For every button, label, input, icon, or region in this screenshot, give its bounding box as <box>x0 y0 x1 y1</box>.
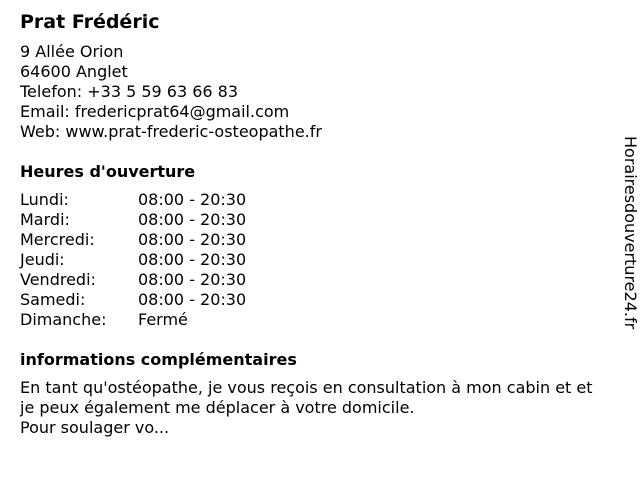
address-city: 64600 Anglet <box>20 62 128 81</box>
phone-line: Telefon: +33 5 59 63 66 83 <box>20 82 239 101</box>
website-line: Web: www.prat-frederic-osteopathe.fr <box>20 122 322 141</box>
hours-value: 08:00 - 20:30 <box>138 290 247 309</box>
day-label: Mercredi: <box>20 230 95 249</box>
day-label: Lundi: <box>20 190 69 209</box>
hours-heading: Heures d'ouverture <box>20 162 196 181</box>
opening-hours-table <box>20 190 246 330</box>
hours-value: 08:00 - 20:30 <box>138 210 247 229</box>
hours-value: Fermé <box>138 310 188 329</box>
day-label: Mardi: <box>20 210 70 229</box>
hours-row-friday <box>20 270 246 290</box>
hours-row-saturday <box>20 290 246 310</box>
brand-watermark: Horairesdouverture24.fr <box>621 136 640 330</box>
email-line: Email: fredericprat64@gmail.com <box>20 102 290 121</box>
hours-row-monday <box>20 190 246 210</box>
info-text: En tant qu'ostéopathe, je vous reçois en consultation à mon cabin et et je peux également me déplacer à votre domicile. Pour soulager vo... <box>20 378 593 437</box>
business-name: Prat Frédéric <box>20 11 160 33</box>
hours-value: 08:00 - 20:30 <box>138 230 247 249</box>
address-street: 9 Allée Orion <box>20 42 124 61</box>
hours-row-wednesday <box>20 230 246 250</box>
day-label: Dimanche: <box>20 310 107 329</box>
hours-row-thursday <box>20 250 246 270</box>
day-label: Samedi: <box>20 290 86 309</box>
day-label: Vendredi: <box>20 270 96 289</box>
business-card <box>20 10 610 438</box>
hours-row-sunday <box>20 310 246 330</box>
hours-value: 08:00 - 20:30 <box>138 190 247 209</box>
hours-row-tuesday <box>20 210 246 230</box>
hours-value: 08:00 - 20:30 <box>138 270 247 289</box>
hours-value: 08:00 - 20:30 <box>138 250 247 269</box>
info-heading: informations complémentaires <box>20 350 297 369</box>
day-label: Jeudi: <box>20 250 65 269</box>
